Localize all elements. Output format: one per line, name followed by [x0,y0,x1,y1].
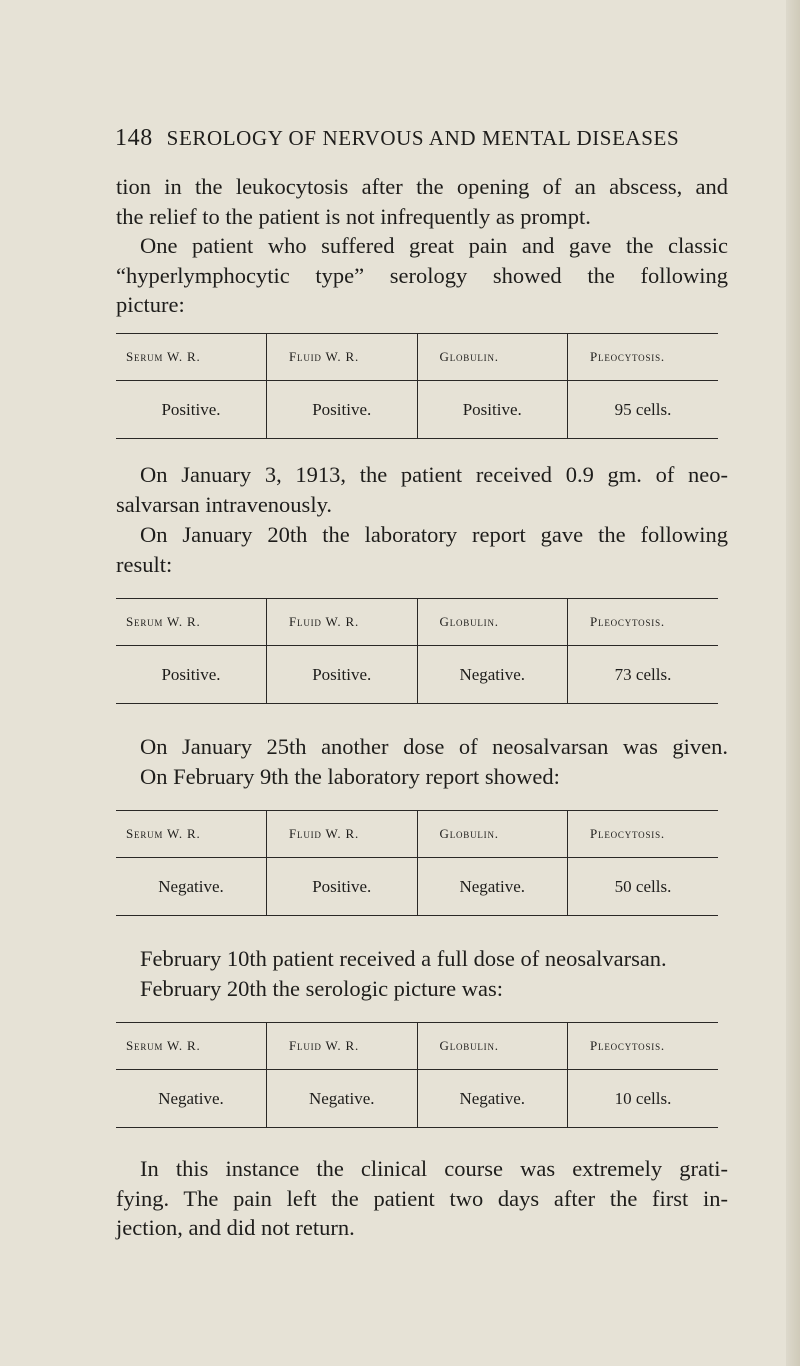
cell-pleocytosis: 73 cells. [568,646,719,704]
cell-fluid-wr: Negative. [267,1070,418,1128]
paragraph-3 [116,460,728,519]
text-line: February 20th the serologic picture was: [140,975,504,1001]
lab-table-1 [116,333,718,439]
cell-serum-wr: Positive. [116,646,267,704]
cell-pleocytosis: 10 cells. [568,1070,719,1128]
text-line: result: [116,551,173,577]
header-fluid-wr: Fluid W. R. [267,599,418,646]
cell-globulin: Negative. [417,858,568,916]
table-row [116,858,718,916]
cell-globulin: Negative. [417,1070,568,1128]
text-line: On January 20th the laboratory report gave the following [140,522,728,547]
text-line: In this instance the clinical course was extremely grati- [140,1156,728,1181]
table-header-row [116,334,718,381]
header-serum-wr: Serum W. R. [116,1023,267,1070]
lab-table-2 [116,598,718,704]
paragraph-1 [116,172,728,231]
text-line: On January 3, 1913, the patient received 0.9 gm. of neo- [140,462,728,487]
running-title: SEROLOGY OF NERVOUS AND MENTAL DISEASES [166,126,680,150]
table-header-row [116,811,718,858]
lab-table-3 [116,810,718,916]
header-globulin: Globulin. [417,599,568,646]
header-serum-wr: Serum W. R. [116,811,267,858]
header-globulin: Globulin. [417,334,568,381]
text-line: On January 25th another dose of neosalvarsan was given. [140,734,728,759]
cell-fluid-wr: Positive. [267,858,418,916]
text-line: “hyperlymphocytic type” serology showed the following [116,262,728,288]
paragraph-6 [116,944,728,1003]
cell-globulin: Positive. [417,381,568,439]
paragraph-7 [116,1154,728,1243]
cell-pleocytosis: 95 cells. [568,381,719,439]
header-serum-wr: Serum W. R. [116,334,267,381]
cell-globulin: Negative. [417,646,568,704]
table-row [116,381,718,439]
header-fluid-wr: Fluid W. R. [267,334,418,381]
header-serum-wr: Serum W. R. [116,599,267,646]
cell-serum-wr: Negative. [116,858,267,916]
text-line: tion in the leukocytosis after the opening of an abscess, and [116,174,728,199]
text-line: February 10th patient received a full dose of neosalvarsan. [140,946,667,971]
text-line: One patient who suffered great pain and gave the classic [140,233,728,258]
header-pleocytosis: Pleocytosis. [568,334,719,381]
cell-serum-wr: Positive. [116,381,267,439]
text-line: fying. The pain left the patient two days after the first in- [116,1185,728,1211]
table-header-row [116,599,718,646]
lab-table-4 [116,1022,718,1128]
cell-fluid-wr: Positive. [267,646,418,704]
running-header [115,125,735,152]
header-pleocytosis: Pleocytosis. [568,811,719,858]
header-pleocytosis: Pleocytosis. [568,1023,719,1070]
table-row [116,1070,718,1128]
paragraph-2 [116,231,728,320]
page-edge [786,0,800,1366]
text-line: On February 9th the laboratory report showed: [140,763,560,789]
page-number: 148 [115,125,153,151]
header-globulin: Globulin. [417,1023,568,1070]
table-row [116,646,718,704]
cell-fluid-wr: Positive. [267,381,418,439]
header-globulin: Globulin. [417,811,568,858]
text-line: picture: [116,292,185,317]
paragraph-5 [116,732,728,791]
text-line: the relief to the patient is not infrequently as prompt. [116,203,591,229]
paragraph-4 [116,520,728,579]
header-fluid-wr: Fluid W. R. [267,811,418,858]
cell-pleocytosis: 50 cells. [568,858,719,916]
header-fluid-wr: Fluid W. R. [267,1023,418,1070]
text-line: jection, and did not return. [116,1215,355,1240]
text-line: salvarsan intravenously. [116,491,332,517]
header-pleocytosis: Pleocytosis. [568,599,719,646]
table-header-row [116,1023,718,1070]
cell-serum-wr: Negative. [116,1070,267,1128]
